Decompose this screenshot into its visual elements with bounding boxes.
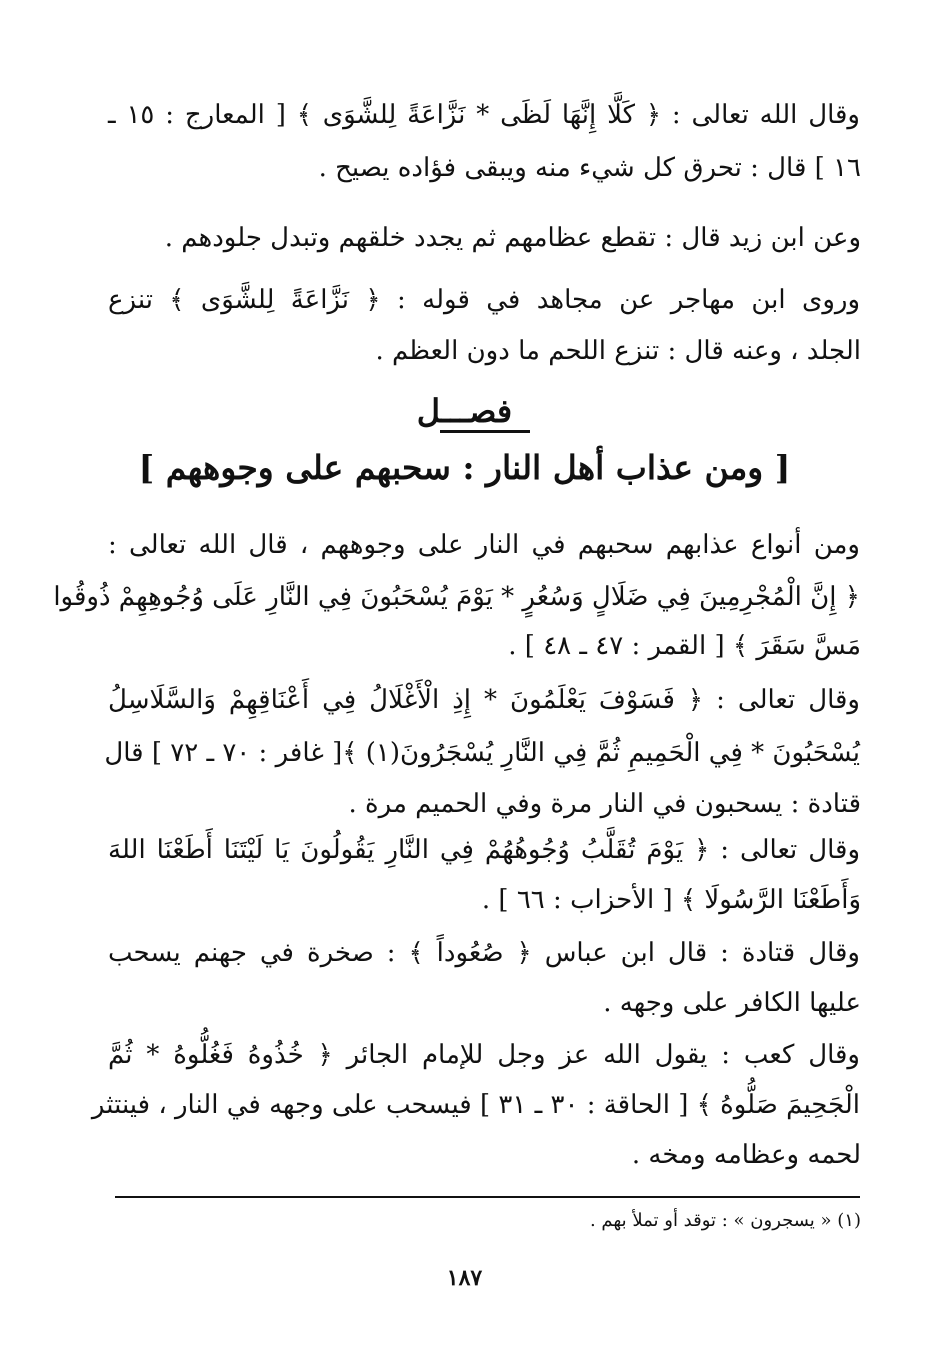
title-underline — [440, 430, 530, 433]
section-title: فصـــل — [416, 392, 513, 430]
text-line-13: وَأَطَعْنَا الرَّسُولَا ﴾ [ الأحزاب : ٦٦ ] . — [481, 885, 861, 915]
text-line-2: ١٦ ] قال : تحرق كل شيء منه ويبقى فؤاده يصيح . — [318, 153, 861, 183]
text-line-1: وقال الله تعالى : ﴿ كَلَّا إِنَّهَا لَظَى * نَزَّاعَةً لِلشَّوَى ﴾ [ المعارج : ١٥ ـ — [108, 100, 860, 130]
text-line-15: عليها الكافر على وجهه . — [603, 988, 861, 1018]
text-line-12: وقال تعالى : ﴿ يَوْمَ تُقَلَّبُ وُجُوهُهُمْ فِي النَّارِ يَقُولُونَ يَا لَيْتَنَا أَطَعْنَا اللهَ — [108, 835, 860, 865]
text-line-11: قتادة : يسحبون في النار مرة وفي الحميم مرة . — [348, 789, 861, 819]
text-line-9: وقال تعالى : ﴿ فَسَوْفَ يَعْلَمُونَ * إِذِ الْأَغْلَالُ فِي أَعْنَاقِهِمْ وَالسَّلَاسِلُ — [108, 685, 860, 715]
text-line-18: لحمه وعظامه ومخه . — [631, 1140, 861, 1170]
footnote: (١) « يسجرون » : توقد أو تملأ بهم . — [589, 1210, 861, 1231]
text-line-8: مَسَّ سَقَرَ ﴾ [ القمر : ٤٧ ـ ٤٨ ] . — [508, 631, 861, 661]
text-line-6: ومن أنواع عذابهم سحبهم في النار على وجوههم ، قال الله تعالى : — [108, 530, 860, 560]
text-line-10: يُسْحَبُونَ * فِي الْحَمِيمِ ثُمَّ فِي النَّارِ يُسْجَرُونَ(١) ﴾[ غافر : ٧٠ ـ ٧٢ ] قال — [104, 738, 860, 768]
section-subtitle: [ ومن عذاب أهل النار : سحبهم على وجوههم ] — [138, 448, 791, 487]
text-line-3: وعن ابن زيد قال : تقطع عظامهم ثم يجدد خلقهم وتبدل جلودهم . — [164, 223, 861, 253]
text-line-16: وقال كعب : يقول الله عز وجل للإمام الجائر ﴿ خُذُوهُ فَغُلُّوهُ * ثُمَّ — [108, 1040, 860, 1070]
footnote-divider — [115, 1196, 860, 1198]
text-line-14: وقال قتادة : قال ابن عباس ﴿ صُعُوداً ﴾ : صخرة في جهنم يسحب — [108, 938, 860, 968]
text-line-5: الجلد ، وعنه قال : تنزع اللحم ما دون العظم . — [375, 336, 861, 366]
page-number: ١٨٧ — [446, 1265, 483, 1291]
text-line-4: وروى ابن مهاجر عن مجاهد في قوله : ﴿ نَزَّاعَةً لِلشَّوَى ﴾ تنزع — [108, 285, 860, 315]
text-line-7: ﴿ إِنَّ الْمُجْرِمِينَ فِي ضَلَالٍ وَسُعُرٍ * يَوْمَ يُسْحَبُونَ فِي النَّارِ عَلَى وُجُوهِهِمْ ذُوقُوا — [53, 582, 860, 612]
text-line-17: الْجَحِيمَ صَلُّوهُ ﴾ [ الحاقة : ٣٠ ـ ٣١ ] فيسحب على وجهه في النار ، فينتثر — [91, 1090, 860, 1120]
